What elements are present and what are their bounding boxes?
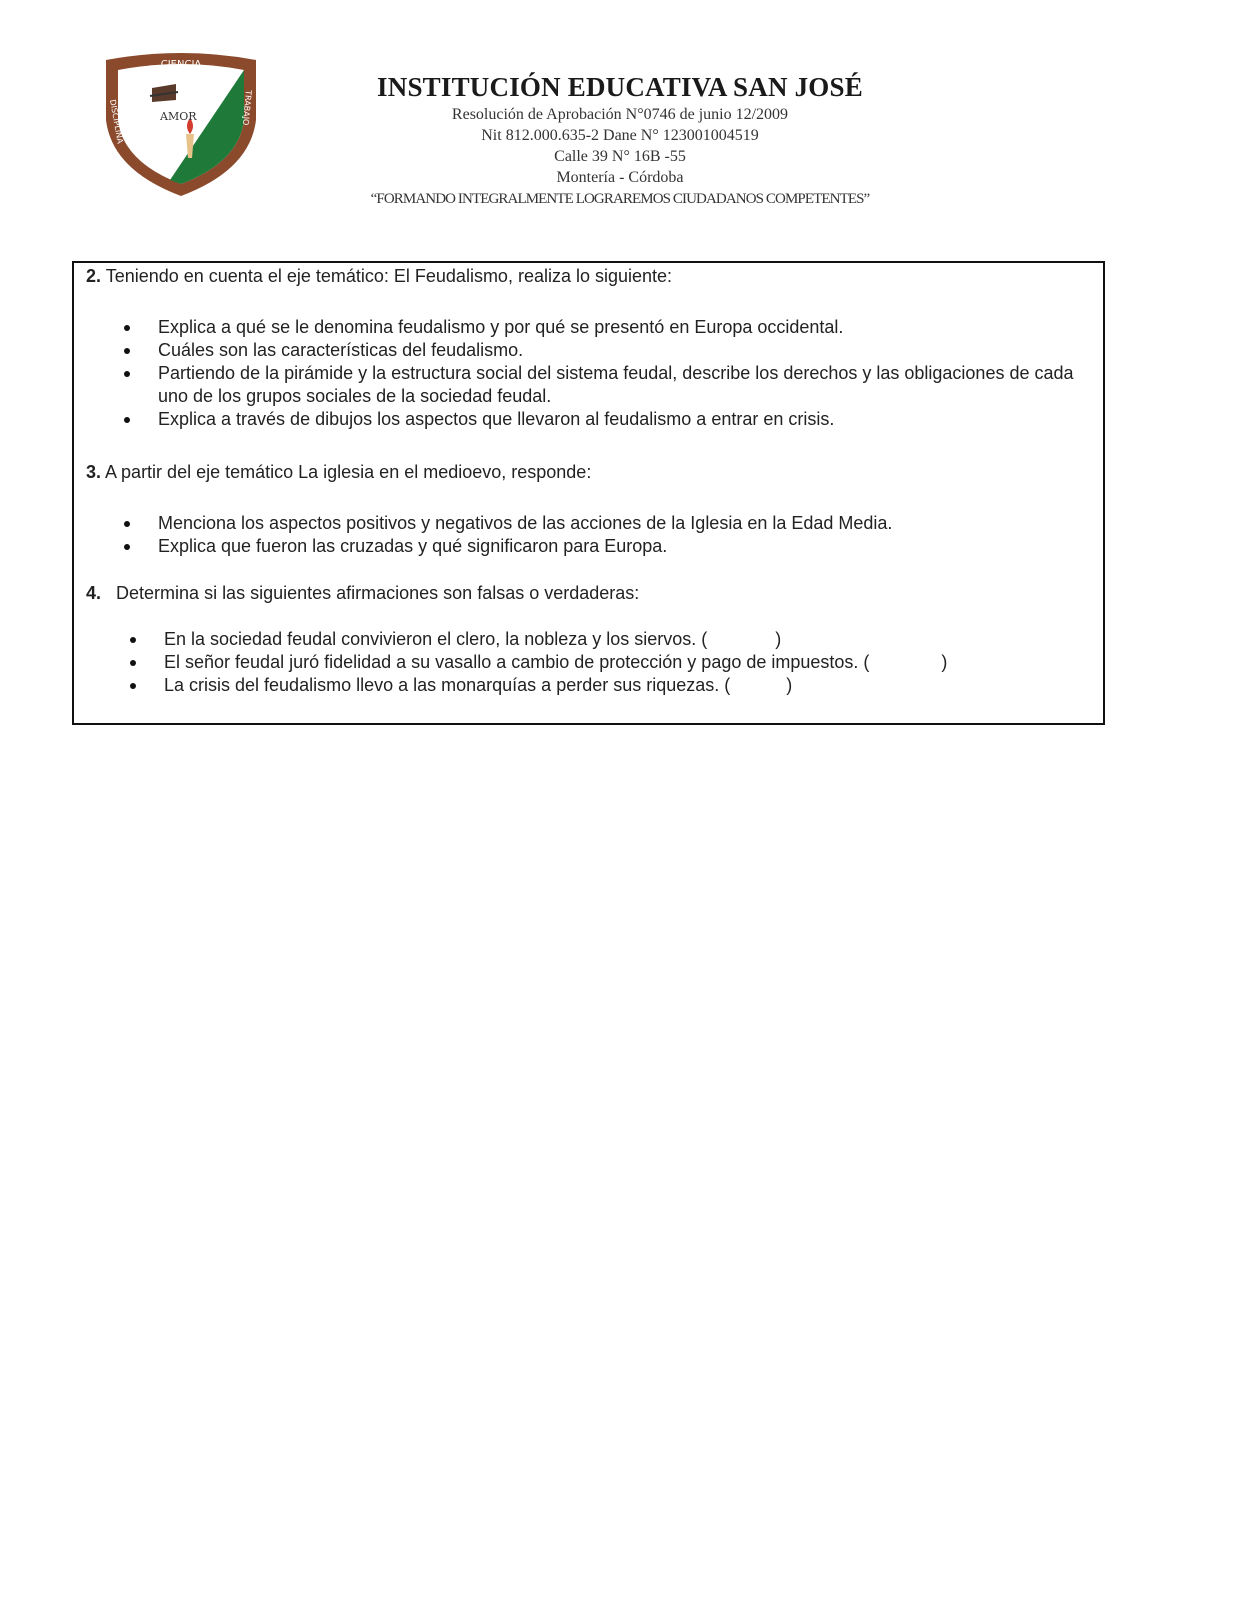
list-item: Explica que fueron las cruzadas y qué significaron para Europa.	[120, 535, 1105, 558]
question-4	[86, 582, 639, 604]
list-item: Menciona los aspectos positivos y negativos de las acciones de la Iglesia en la Edad Media.	[120, 512, 1105, 535]
statement-text: En la sociedad feudal convivieron el clero, la nobleza y los siervos. (	[164, 629, 708, 649]
statement-close: )	[941, 652, 948, 672]
question-2-text: Teniendo en cuenta el eje temático: El Feudalismo, realiza lo siguiente:	[105, 266, 673, 286]
motto-line: “FORMANDO INTEGRALMENTE LOGRAREMOS CIUDADANOS COMPETENTES”	[370, 191, 870, 207]
list-item: Explica a qué se le denomina feudalismo y por qué se presentó en Europa occidental.	[120, 316, 1105, 339]
question-2-list	[120, 316, 1105, 431]
question-4-text: Determina si las siguientes afirmaciones son falsas o verdaderas:	[116, 583, 640, 603]
list-item	[126, 651, 1101, 674]
list-item: Cuáles son las características del feudalismo.	[120, 339, 1105, 362]
address-line: Calle 39 N° 16B -55	[554, 148, 686, 165]
statement-close: )	[786, 675, 793, 695]
crest-top-word: CIENCIA	[160, 59, 202, 70]
question-2-number: 2.	[86, 266, 102, 286]
list-item	[126, 674, 1101, 697]
questions-box	[72, 261, 1105, 725]
question-3-text: A partir del eje temático La iglesia en el medioevo, responde:	[105, 462, 592, 482]
city-line: Montería - Córdoba	[556, 169, 684, 186]
crest-center-word: AMOR	[160, 110, 197, 123]
question-4-number: 4.	[86, 583, 102, 603]
statement-text: La crisis del feudalismo llevo a las monarquías a perder sus riquezas. (	[164, 675, 731, 695]
institution-title: INSTITUCIÓN EDUCATIVA SAN JOSÉ	[377, 72, 863, 102]
crest-right-word: TRABAJO	[240, 89, 253, 126]
question-3	[86, 461, 591, 483]
nit-line: Nit 812.000.635-2 Dane N° 123001004519	[481, 127, 759, 144]
list-item: Explica a través de dibujos los aspectos que llevaron al feudalismo a entrar en crisis.	[120, 408, 1105, 431]
question-2	[86, 265, 672, 287]
question-3-number: 3.	[86, 462, 102, 482]
statement-close: )	[775, 629, 782, 649]
statement-text: El señor feudal juró fidelidad a su vasallo a cambio de protección y pago de impuestos. (	[164, 652, 870, 672]
list-item: Partiendo de la pirámide y la estructura social del sistema feudal, describe los derechos y las obligaciones de cada uno de los grupos sociales de la sociedad feudal.	[120, 362, 1105, 408]
question-3-list	[120, 512, 1105, 558]
institution-header	[300, 70, 940, 210]
question-4-list	[126, 628, 1101, 697]
crest-left-word: DISCIPLINA	[108, 98, 125, 145]
list-item	[126, 628, 1101, 651]
resolution-line: Resolución de Aprobación N°0746 de junio 12/2009	[451, 106, 789, 123]
school-crest-logo	[100, 50, 262, 198]
